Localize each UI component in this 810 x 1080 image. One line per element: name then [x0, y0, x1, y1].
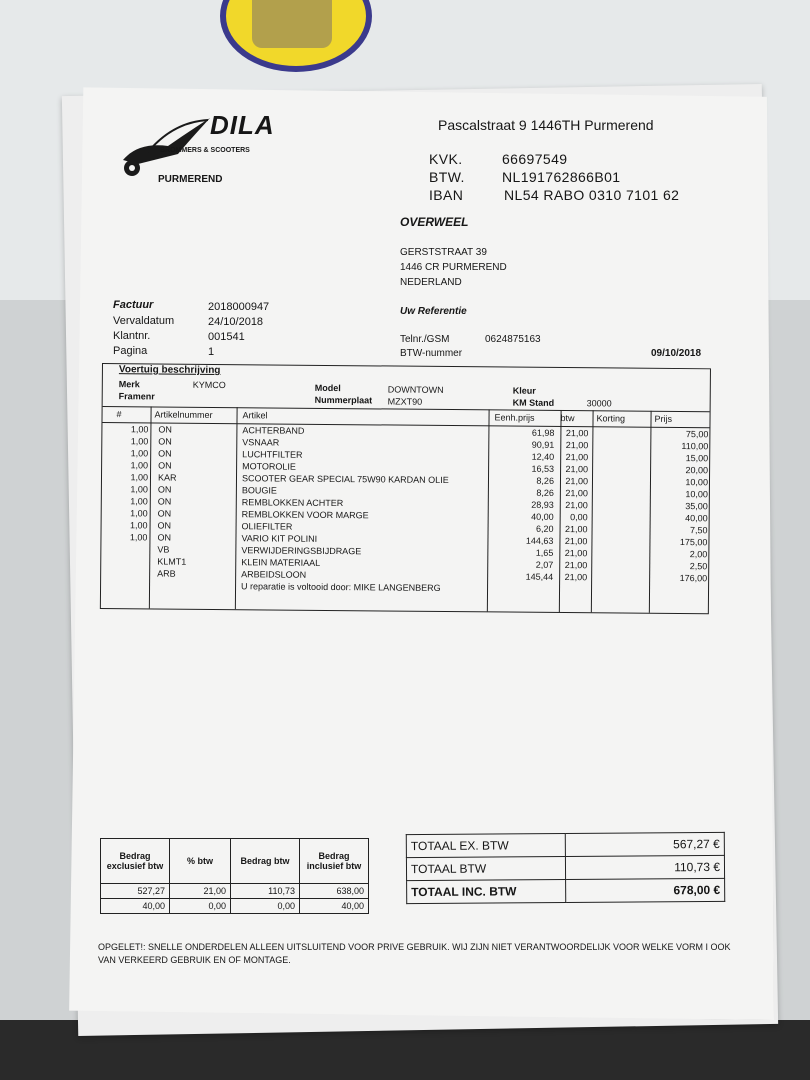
table-cell-unit: 6,20	[535, 523, 554, 534]
table-cell-desc: BOUGIE	[241, 485, 277, 496]
table-cell-price: 10,00	[685, 489, 708, 500]
table-cell-btw: 21,00	[564, 536, 588, 547]
total-inc-label: TOTAAL INC. BTW	[407, 879, 566, 903]
customer-city: 1446 CR PURMEREND	[400, 262, 507, 273]
total-ex-row	[406, 832, 724, 857]
invoice-items-table	[100, 363, 711, 614]
table-cell-price: 110,00	[681, 441, 709, 452]
table-cell-unit: 8,26	[536, 487, 554, 498]
table-cell-btw: 21,00	[565, 488, 588, 499]
nummerplaat-label: Nummerplaat	[314, 394, 373, 406]
repair-note: U reparatie is voltooid door: MIKE LANGENBERG	[241, 581, 441, 593]
table-header-cell: Prijs	[654, 413, 673, 424]
table-cell-code: ON	[158, 460, 172, 471]
col-divider	[591, 410, 594, 612]
iban-label: IBAN	[429, 187, 464, 203]
table-cell-desc: ACHTERBAND	[242, 425, 305, 436]
footer-disclaimer: OPGELET!: SNELLE ONDERDELEN ALLEEN UITSLUITEND VOOR PRIVE GEBRUIK. WIJ ZIJN NIET VERANTWOORDELIJK VOOR WELKE VORM I OOK VAN VERKEERD GEBRUIK EN OF MONTAGE.	[98, 942, 731, 965]
btw-label: BTW.	[429, 169, 465, 185]
customer-street: GERSTSTRAAT 39	[400, 247, 487, 258]
table-cell-code: ON	[158, 448, 172, 459]
table-cell-price: 20,00	[685, 465, 709, 476]
vat-summary-row	[101, 884, 369, 899]
model-value: DOWNTOWN	[387, 384, 444, 395]
table-cell-qty: 1,00	[130, 424, 149, 435]
table-cell-price: 2,50	[689, 561, 708, 572]
vat-summary-cell: 0,00	[231, 899, 300, 914]
table-cell-code: ON	[157, 508, 172, 519]
col-divider	[487, 409, 490, 611]
table-cell-code: ON	[157, 532, 172, 543]
table-cell-code: ON	[158, 436, 172, 447]
table-cell-btw: 21,00	[564, 560, 588, 571]
table-cell-desc: REMBLOKKEN ACHTER	[241, 497, 344, 509]
vat-summary-header	[101, 839, 369, 884]
table-cell-desc: KLEIN MATERIAAL	[241, 557, 321, 568]
vat-summary-cell: 40,00	[101, 899, 170, 914]
vehicle-title: Voertuig beschrijving	[118, 364, 221, 377]
table-cell-unit: 12,40	[531, 451, 555, 462]
invoice-date: 09/10/2018	[651, 348, 702, 359]
table-cell-qty: 1,00	[130, 472, 149, 483]
factuur-value: 2018000947	[208, 301, 270, 313]
table-cell-btw: 21,00	[564, 524, 588, 535]
table-cell-desc: ARBEIDSLOON	[241, 569, 307, 580]
table-cell-price: 75,00	[685, 429, 709, 440]
vat-summary-cell: 40,00	[300, 899, 369, 914]
btw-number-label: BTW-nummer	[400, 348, 463, 359]
total-inc-value: 678,00 €	[566, 878, 725, 902]
kvk-value: 66697549	[502, 151, 568, 167]
table-cell-code: ON	[157, 484, 172, 495]
table-cell-unit: 2,07	[535, 559, 554, 570]
total-btw-value: 110,73 €	[565, 855, 724, 879]
table-cell-qty: 1,00	[130, 484, 148, 495]
table-cell-code: VB	[157, 544, 170, 555]
table-cell-code: KLMT1	[157, 556, 187, 567]
vat-summary-header-cell: Bedrag btw	[231, 839, 300, 884]
table-cell-code: ON	[157, 520, 172, 531]
nummerplaat-value: MZXT90	[387, 396, 423, 407]
vat-summary-cell: 0,00	[170, 899, 231, 914]
km-label: KM Stand	[512, 397, 555, 408]
table-header-cell: btw	[560, 413, 575, 424]
table-cell-unit: 144,63	[525, 535, 554, 546]
table-cell-price: 15,00	[685, 453, 709, 464]
total-btw-row	[406, 855, 724, 880]
vervaldatum-value: 24/10/2018	[208, 316, 264, 328]
vat-summary-header-cell: Bedrag inclusief btw	[300, 839, 369, 884]
table-header-cell: Eenh.prijs	[494, 412, 535, 423]
table-cell-price: 175,00	[679, 537, 708, 548]
table-cell-unit: 145,44	[525, 571, 554, 582]
table-cell-unit: 1,65	[535, 547, 554, 558]
vat-summary-table	[100, 838, 369, 914]
table-cell-btw: 0,00	[570, 512, 588, 523]
table-cell-desc: OLIEFILTER	[241, 521, 293, 532]
vat-summary-cell: 21,00	[170, 884, 231, 899]
table-header-cell: Artikel	[242, 410, 268, 421]
table-cell-btw: 21,00	[565, 428, 589, 439]
table-cell-desc: VSNAAR	[242, 437, 280, 448]
merk-label: Merk	[118, 379, 140, 390]
col-divider	[235, 407, 238, 609]
table-cell-price: 176,00	[679, 573, 708, 584]
col-divider	[149, 406, 152, 608]
table-cell-code: ON	[157, 496, 172, 507]
table-cell-price: 10,00	[685, 477, 709, 488]
table-cell-qty: 1,00	[130, 436, 149, 447]
table-cell-qty: 1,00	[130, 460, 149, 471]
table-cell-btw: 21,00	[565, 500, 588, 511]
company-logo-subtitle: BROMMERS & SCOOTERS	[160, 147, 250, 154]
vat-summary-header-cell: Bedrag exclusief btw	[101, 839, 170, 884]
table-header-cell: #	[116, 409, 122, 420]
table-cell-desc: VARIO KIT POLINI	[241, 533, 318, 544]
table-cell-desc: MOTOROLIE	[242, 461, 296, 472]
iban-value: NL54 RABO 0310 7101 62	[504, 187, 680, 203]
table-cell-unit: 61,98	[531, 427, 555, 438]
company-address: Pascalstraat 9 1446TH Purmerend	[438, 117, 654, 133]
table-cell-price: 35,00	[685, 501, 708, 512]
pagina-label: Pagina	[113, 345, 148, 357]
table-cell-btw: 21,00	[565, 464, 589, 475]
company-logo-name: DILA	[210, 110, 275, 140]
table-header-cell: Korting	[596, 413, 626, 424]
total-inc-row	[407, 878, 725, 903]
table-cell-btw: 21,00	[564, 572, 588, 583]
kvk-label: KVK.	[429, 151, 463, 167]
table-cell-btw: 21,00	[564, 548, 588, 559]
klantnr-label: Klantnr.	[113, 330, 151, 342]
table-cell-desc: SCOOTER GEAR SPECIAL 75W90 KARDAN OLIE	[241, 473, 449, 486]
table-cell-btw: 21,00	[565, 452, 589, 463]
vat-summary-cell: 638,00	[300, 884, 369, 899]
total-ex-value: 567,27 €	[565, 832, 724, 856]
pagina-value: 1	[208, 346, 215, 358]
col-divider	[559, 410, 562, 612]
model-label: Model	[314, 382, 341, 394]
table-cell-unit: 8,26	[536, 475, 555, 486]
table-cell-qty: 1,00	[130, 508, 148, 519]
vat-summary-cell: 527,27	[101, 884, 170, 899]
tel-label: Telnr./GSM	[400, 334, 450, 345]
total-btw-label: TOTAAL BTW	[406, 857, 565, 881]
tel-value: 0624875163	[485, 334, 541, 345]
table-cell-unit: 28,93	[531, 499, 554, 510]
table-cell-desc: VERWIJDERINGSBIJDRAGE	[241, 545, 362, 557]
table-cell-qty: 1,00	[130, 496, 148, 507]
table-cell-btw: 21,00	[565, 440, 589, 451]
btw-value: NL191762866B01	[502, 169, 621, 185]
table-cell-unit: 90,91	[531, 439, 555, 450]
framenr-label: Framenr	[118, 391, 155, 402]
table-cell-qty: 1,00	[129, 532, 148, 543]
table-cell-desc: LUCHTFILTER	[242, 449, 303, 460]
vat-summary-cell: 110,73	[231, 884, 300, 899]
table-cell-code: ON	[158, 424, 172, 435]
klantnr-value: 001541	[208, 331, 245, 343]
table-header-cell: Artikelnummer	[154, 409, 213, 420]
table-cell-code: ARB	[157, 568, 176, 579]
company-logo-city: PURMEREND	[158, 174, 223, 185]
kleur-label: Kleur	[512, 385, 536, 396]
table-cell-desc: REMBLOKKEN VOOR MARGE	[241, 509, 369, 521]
vat-summary-row	[101, 899, 369, 914]
customer-country: NEDERLAND	[400, 277, 462, 288]
km-value: 30000	[586, 398, 612, 409]
table-cell-code: KAR	[157, 472, 177, 483]
reference-label: Uw Referentie	[400, 306, 467, 317]
vat-summary-header-cell: % btw	[170, 839, 231, 884]
col-divider	[649, 411, 652, 613]
table-cell-unit: 40,00	[531, 511, 554, 522]
table-cell-price: 40,00	[685, 513, 708, 524]
total-ex-label: TOTAAL EX. BTW	[406, 834, 565, 858]
table-cell-qty: 1,00	[130, 448, 149, 459]
table-cell-qty: 1,00	[130, 520, 148, 531]
table-cell-price: 2,00	[689, 549, 708, 560]
table-cell-price: 7,50	[689, 525, 708, 536]
table-cell-btw: 21,00	[565, 476, 589, 487]
customer-name: OVERWEEL	[400, 215, 469, 229]
vervaldatum-label: Vervaldatum	[113, 315, 175, 327]
merk-value: KYMCO	[192, 379, 226, 391]
totals-table	[406, 832, 725, 904]
factuur-label: Factuur	[113, 299, 154, 311]
table-cell-unit: 16,53	[531, 463, 555, 474]
